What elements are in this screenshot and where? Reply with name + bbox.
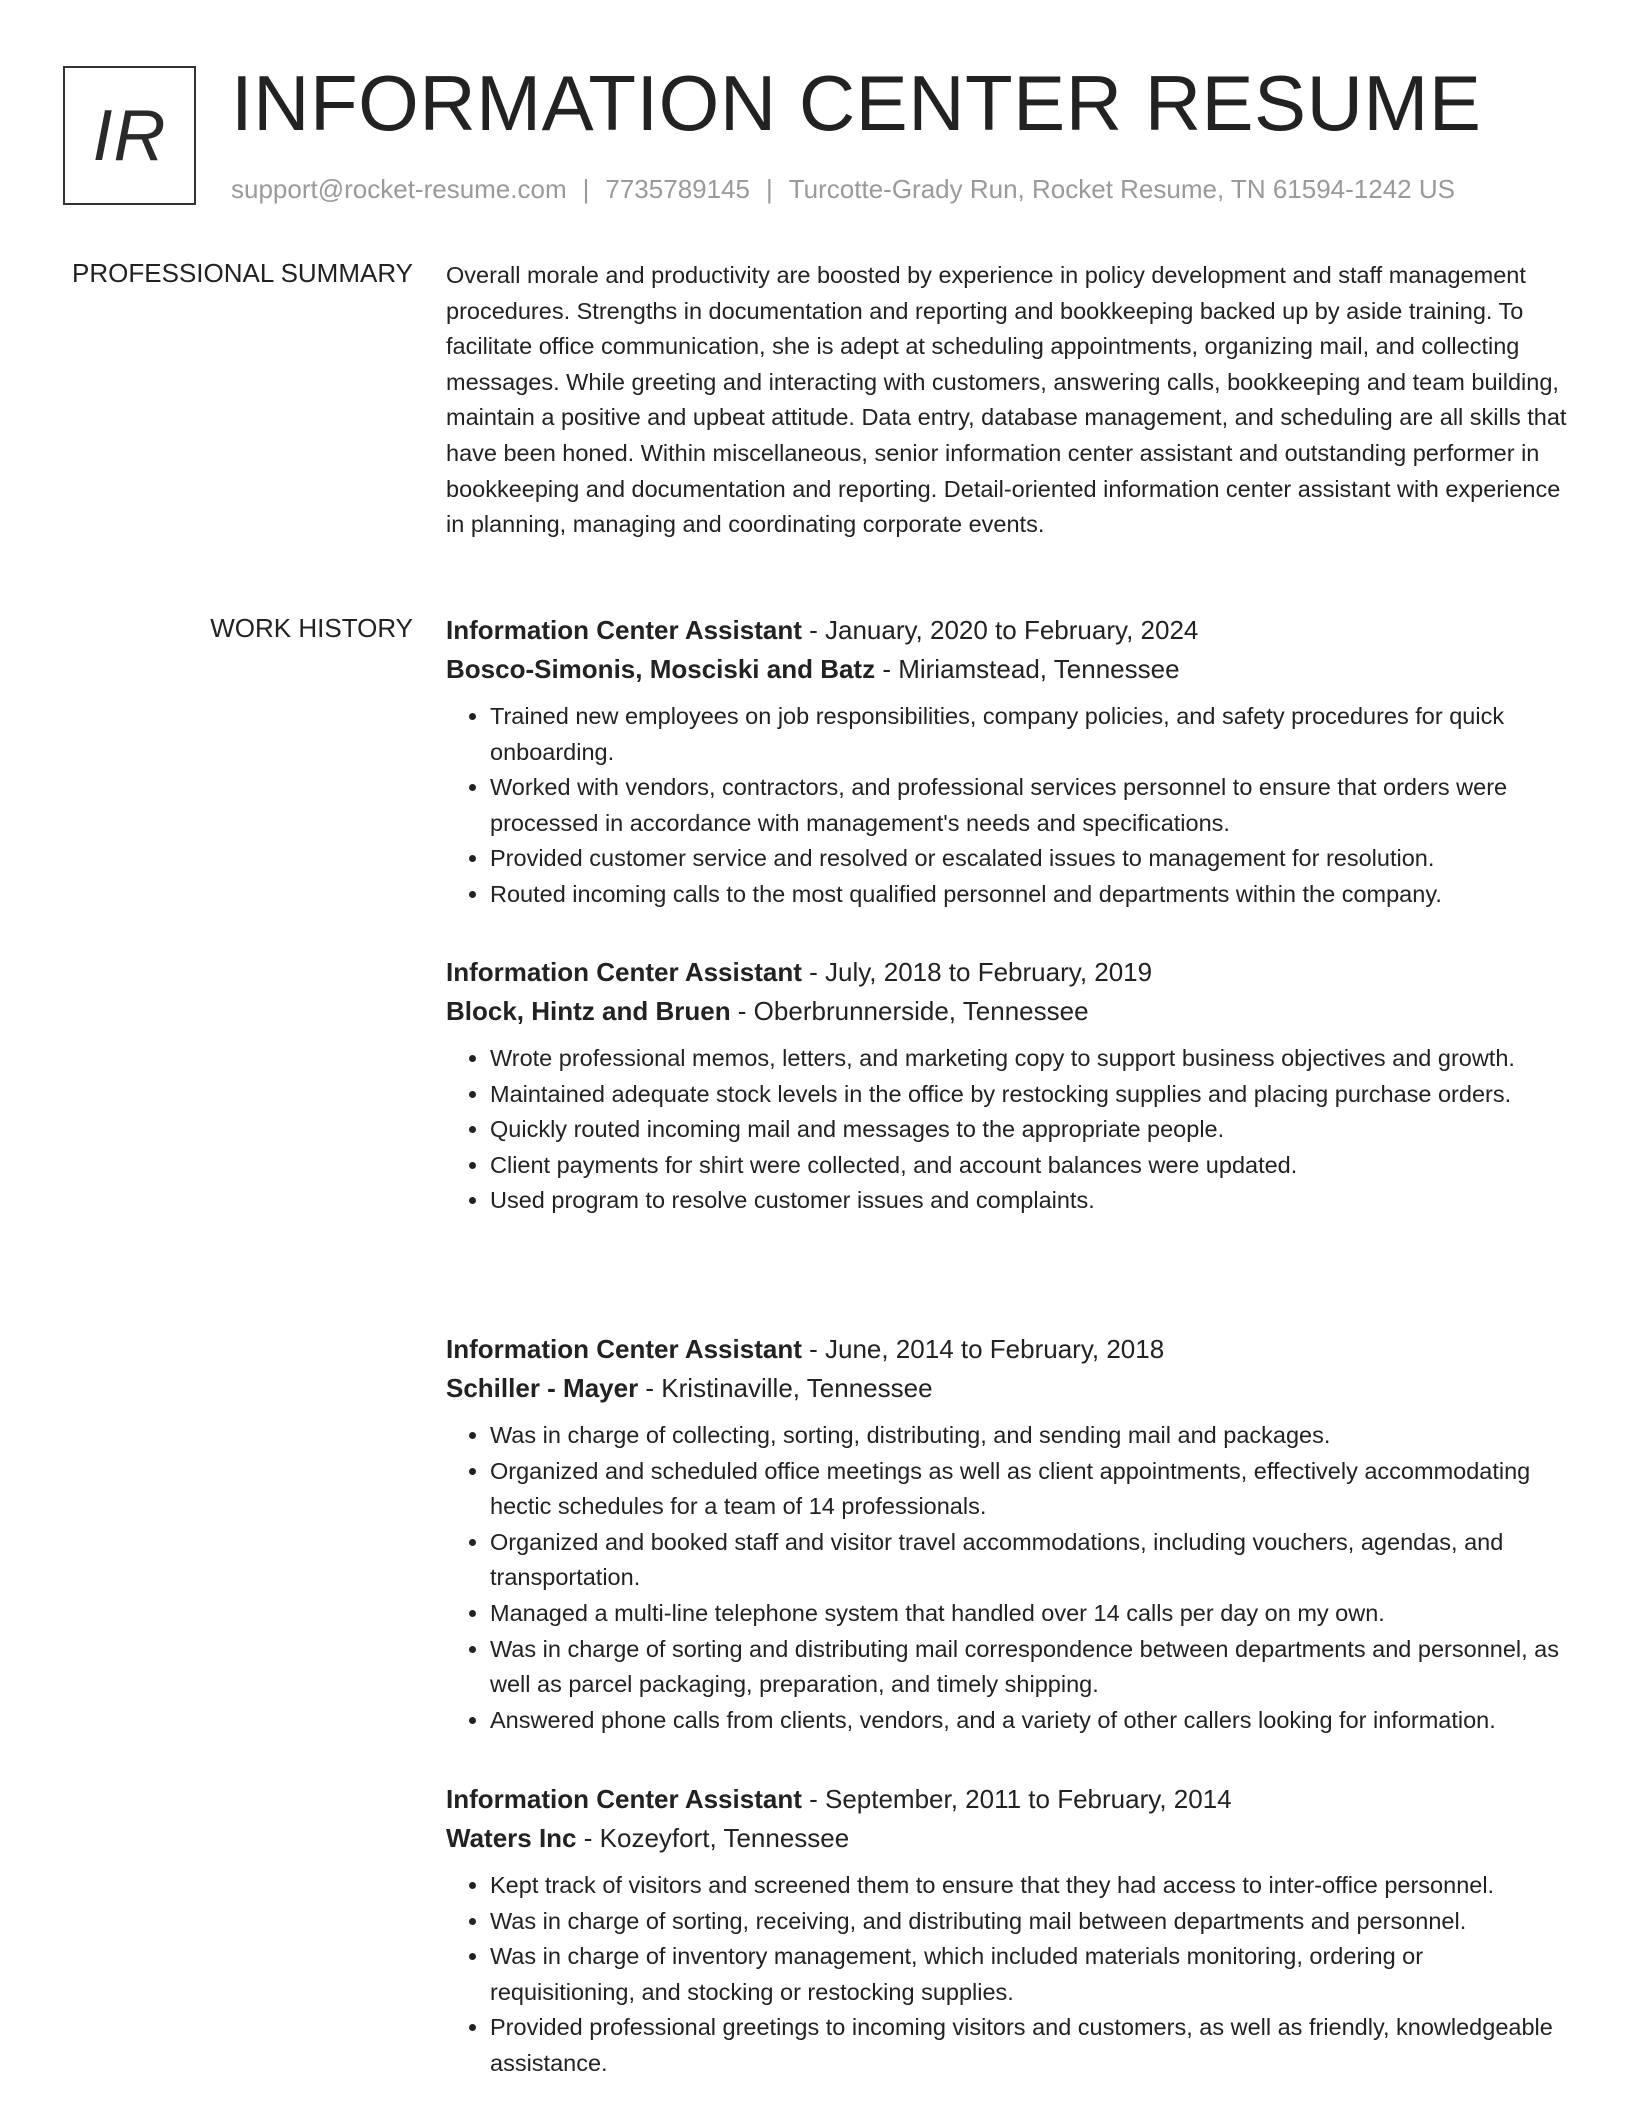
job-bullets [446,1418,1571,1738]
job-bullet: • Maintained adequate stock levels in the office by restocking supplies and placing purchase orders. [490,1077,1571,1113]
job-dates: - July, 2018 to February, 2019 [801,957,1153,987]
job-title-line [446,1780,1571,1819]
job-entry [446,1330,1571,1738]
contact-separator: | [582,174,590,204]
job-bullet: • Managed a multi-line telephone system that handled over 14 calls per day on my own. [490,1596,1571,1632]
job-bullet: • Used program to resolve customer issues and complaints. [490,1183,1571,1219]
monogram-initials: IR [92,95,167,176]
contact-line [231,174,1455,205]
resume-header [63,59,1592,224]
job-bullets [446,1041,1571,1219]
job-bullet: • Kept track of visitors and screened them to ensure that they had access to inter-office personnel. [490,1868,1571,1904]
job-bullet: • Trained new employees on job responsibilities, company policies, and safety procedures for quick onboarding. [490,699,1571,770]
job-bullet: • Provided customer service and resolved or escalated issues to management for resolution. [490,841,1571,877]
job-bullets [446,699,1571,913]
job-company-line [446,650,1571,689]
job-dates: - January, 2020 to February, 2024 [801,615,1199,645]
job-title: Information Center Assistant [446,1784,802,1814]
job-bullet: • Was in charge of sorting and distributing mail correspondence between departments and personnel, as well as parcel packaging, preparation, and timely shipping. [490,1632,1571,1703]
job-entry [446,611,1571,913]
job-company-line [446,1819,1571,1858]
job-company-line [446,992,1571,1031]
job-company: Schiller - Mayer [446,1373,639,1403]
job-location: - Kozeyfort, Tennessee [576,1823,850,1853]
job-bullet: • Was in charge of inventory management, which included materials monitoring, ordering or requisitioning, and stocking or restocking supplies. [490,1939,1571,2010]
job-bullet: • Client payments for shirt were collected, and account balances were updated. [490,1148,1571,1184]
job-bullets [446,1868,1571,2082]
job-company: Waters Inc [446,1823,577,1853]
job-location: - Kristinaville, Tennessee [638,1373,933,1403]
section-label-summary: PROFESSIONAL SUMMARY [72,258,413,288]
job-title-line [446,1330,1571,1369]
contact-email: support@rocket-resume.com [231,174,567,204]
job-company: Bosco-Simonis, Mosciski and Batz [446,654,876,684]
job-location: - Miriamstead, Tennessee [875,654,1180,684]
job-bullet: • Routed incoming calls to the most qualified personnel and departments within the company. [490,877,1571,913]
contact-phone: 7735789145 [605,174,750,204]
job-dates: - September, 2011 to February, 2014 [801,1784,1232,1814]
job-entry [446,953,1571,1219]
contact-address: Turcotte-Grady Run, Rocket Resume, TN 61594-1242 US [788,174,1455,204]
contact-separator: | [766,174,773,204]
job-bullet: • Was in charge of sorting, receiving, and distributing mail between departments and personnel. [490,1904,1571,1940]
summary-body [446,258,1571,543]
job-bullet: • Quickly routed incoming mail and messages to the appropriate people. [490,1112,1571,1148]
job-bullet: • Organized and scheduled office meetings as well as client appointments, effectively accommodating hectic schedules for a team of 14 professionals. [490,1454,1571,1525]
job-company: Block, Hintz and Bruen [446,996,731,1026]
job-location: - Oberbrunnerside, Tennessee [730,996,1089,1026]
job-bullet: • Answered phone calls from clients, vendors, and a variety of other callers looking for information. [490,1703,1571,1739]
job-title: Information Center Assistant [446,615,802,645]
job-title: Information Center Assistant [446,957,802,987]
job-entry [446,1780,1571,2082]
job-bullet: • Provided professional greetings to incoming visitors and customers, as well as friendly, knowledgeable assistance. [490,2010,1571,2081]
job-bullet: • Worked with vendors, contractors, and professional services personnel to ensure that orders were processed in accordance with management's needs and specifications. [490,770,1571,841]
summary-text: Overall morale and productivity are boosted by experience in policy development and staff management procedures. Strengths in documentation and reporting and bookkeeping backed up by aside training. To facilitate office communication, she is adept at scheduling appointments, organizing mail, and collecting messages. While greeting and interacting with customers, answering calls, bookkeeping and team building, maintain a positive and upbeat attitude. Data entry, database management, and scheduling are all skills that have been honed. Within miscellaneous, senior information center assistant and outstanding performer in bookkeeping and documentation and reporting. Detail-oriented information center assistant with experience in planning, managing and coordinating corporate events. [446,262,1567,538]
job-bullet: • Wrote professional memos, letters, and marketing copy to support business objectives and growth. [490,1041,1571,1077]
resume-title: INFORMATION CENTER RESUME [231,59,1482,147]
job-title: Information Center Assistant [446,1334,802,1364]
job-bullet: • Organized and booked staff and visitor travel accommodations, including vouchers, agendas, and transportation. [490,1525,1571,1596]
job-dates: - June, 2014 to February, 2018 [801,1334,1165,1364]
job-bullet: • Was in charge of collecting, sorting, distributing, and sending mail and packages. [490,1418,1571,1454]
job-title-line [446,611,1571,650]
monogram-box [63,66,196,205]
job-title-line [446,953,1571,992]
job-company-line [446,1369,1571,1408]
section-label-work-history: WORK HISTORY [210,613,413,643]
